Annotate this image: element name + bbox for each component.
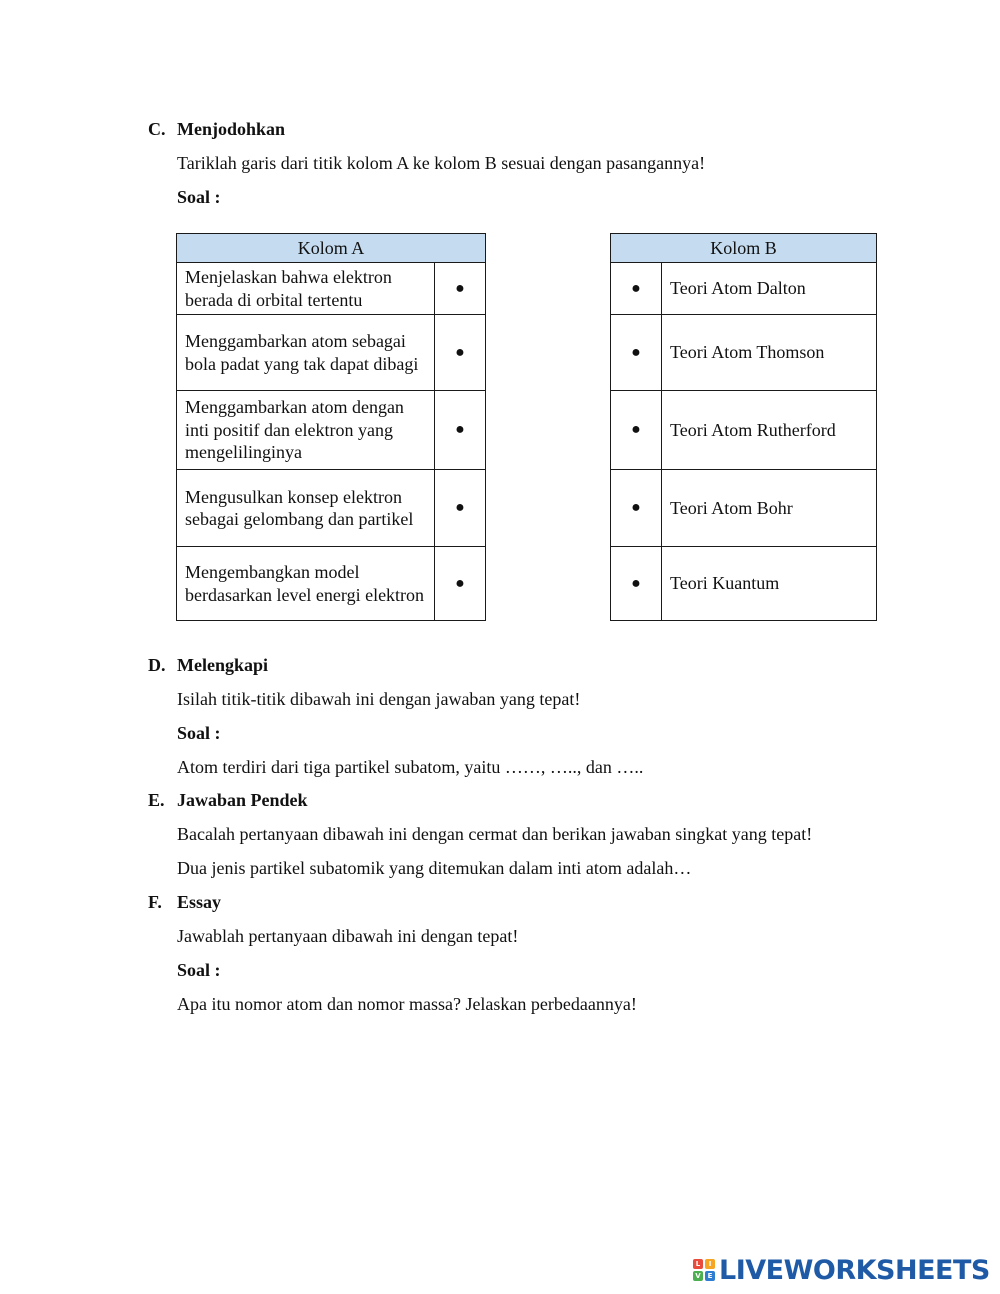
kolom-a-item-4: Mengusulkan konsep elektron sebagai gelombang dan partikel: [177, 470, 435, 547]
kolom-b-dot-5[interactable]: ●: [611, 547, 662, 621]
logo-mark-i: I: [705, 1259, 715, 1269]
kolom-b-header: Kolom B: [611, 234, 877, 263]
kolom-b-item-3: Teori Atom Rutherford: [662, 391, 877, 470]
section-e-letter: E.: [148, 790, 165, 810]
section-e-title: Jawaban Pendek: [177, 790, 308, 810]
kolom-a-item-3: Menggambarkan atom dengan inti positif dan elektron yang mengelilinginya: [177, 391, 435, 470]
logo-text: LIVEWORKSHEETS: [719, 1254, 990, 1286]
kolom-b-dot-1[interactable]: ●: [611, 263, 662, 315]
section-d-letter: D.: [148, 655, 166, 675]
liveworksheets-logo: [693, 1255, 990, 1285]
liveworksheets-mark-icon: [693, 1259, 715, 1281]
kolom-a-row: [177, 391, 486, 470]
kolom-a-item-1: Menjelaskan bahwa elektron berada di orbital tertentu: [177, 263, 435, 315]
kolom-b-dot-4[interactable]: ●: [611, 470, 662, 547]
kolom-b-row: [611, 315, 877, 391]
kolom-a-dot-4[interactable]: ●: [435, 470, 486, 547]
kolom-b-table: [610, 233, 877, 621]
kolom-a-table: [176, 233, 486, 621]
section-d-question: Atom terdiri dari tiga partikel subatom, yaitu ……, ….., dan …..: [177, 757, 644, 777]
kolom-a-item-5: Mengembangkan model berdasarkan level energi elektron: [177, 547, 435, 621]
section-d-title: Melengkapi: [177, 655, 269, 675]
kolom-a-dot-5[interactable]: ●: [435, 547, 486, 621]
kolom-b-row: [611, 263, 877, 315]
section-f-question: Apa itu nomor atom dan nomor massa? Jelaskan perbedaannya!: [177, 994, 637, 1014]
section-f-letter: F.: [148, 892, 162, 912]
section-d-soal-label: Soal :: [177, 723, 221, 743]
kolom-a-row: [177, 315, 486, 391]
kolom-b-row: [611, 470, 877, 547]
section-c-letter: C.: [148, 119, 166, 139]
section-e-heading: [148, 790, 308, 811]
section-f-heading: [148, 892, 221, 913]
section-c-soal-label: Soal :: [177, 187, 221, 207]
kolom-b-row: [611, 547, 877, 621]
section-f-soal-label: Soal :: [177, 960, 221, 980]
kolom-a-dot-3[interactable]: ●: [435, 391, 486, 470]
section-f-instruction: Jawablah pertanyaan dibawah ini dengan tepat!: [177, 926, 519, 946]
logo-mark-l: L: [693, 1259, 703, 1269]
kolom-b-dot-3[interactable]: ●: [611, 391, 662, 470]
kolom-b-item-4: Teori Atom Bohr: [662, 470, 877, 547]
kolom-a-header: Kolom A: [177, 234, 486, 263]
kolom-a-row: [177, 470, 486, 547]
section-d-instruction: Isilah titik-titik dibawah ini dengan jawaban yang tepat!: [177, 689, 581, 709]
kolom-b-row: [611, 391, 877, 470]
section-f-title: Essay: [177, 892, 222, 912]
kolom-b-item-5: Teori Kuantum: [662, 547, 877, 621]
section-c-title: Menjodohkan: [177, 119, 286, 139]
section-d-heading: [148, 655, 268, 676]
kolom-a-dot-2[interactable]: ●: [435, 315, 486, 391]
kolom-a-row: [177, 547, 486, 621]
kolom-a-dot-1[interactable]: ●: [435, 263, 486, 315]
kolom-b-item-1: Teori Atom Dalton: [662, 263, 877, 315]
kolom-b-item-2: Teori Atom Thomson: [662, 315, 877, 391]
kolom-b-dot-2[interactable]: ●: [611, 315, 662, 391]
kolom-a-item-2: Menggambarkan atom sebagai bola padat yang tak dapat dibagi: [177, 315, 435, 391]
kolom-a-row: [177, 263, 486, 315]
section-c-heading: [148, 119, 285, 140]
logo-mark-e: E: [705, 1271, 715, 1281]
section-c-instruction: Tariklah garis dari titik kolom A ke kolom B sesuai dengan pasangannya!: [177, 153, 706, 173]
logo-mark-v: V: [693, 1271, 703, 1281]
section-e-question: Dua jenis partikel subatomik yang ditemukan dalam inti atom adalah…: [177, 858, 692, 878]
section-e-instruction: Bacalah pertanyaan dibawah ini dengan cermat dan berikan jawaban singkat yang tepat!: [177, 824, 813, 844]
